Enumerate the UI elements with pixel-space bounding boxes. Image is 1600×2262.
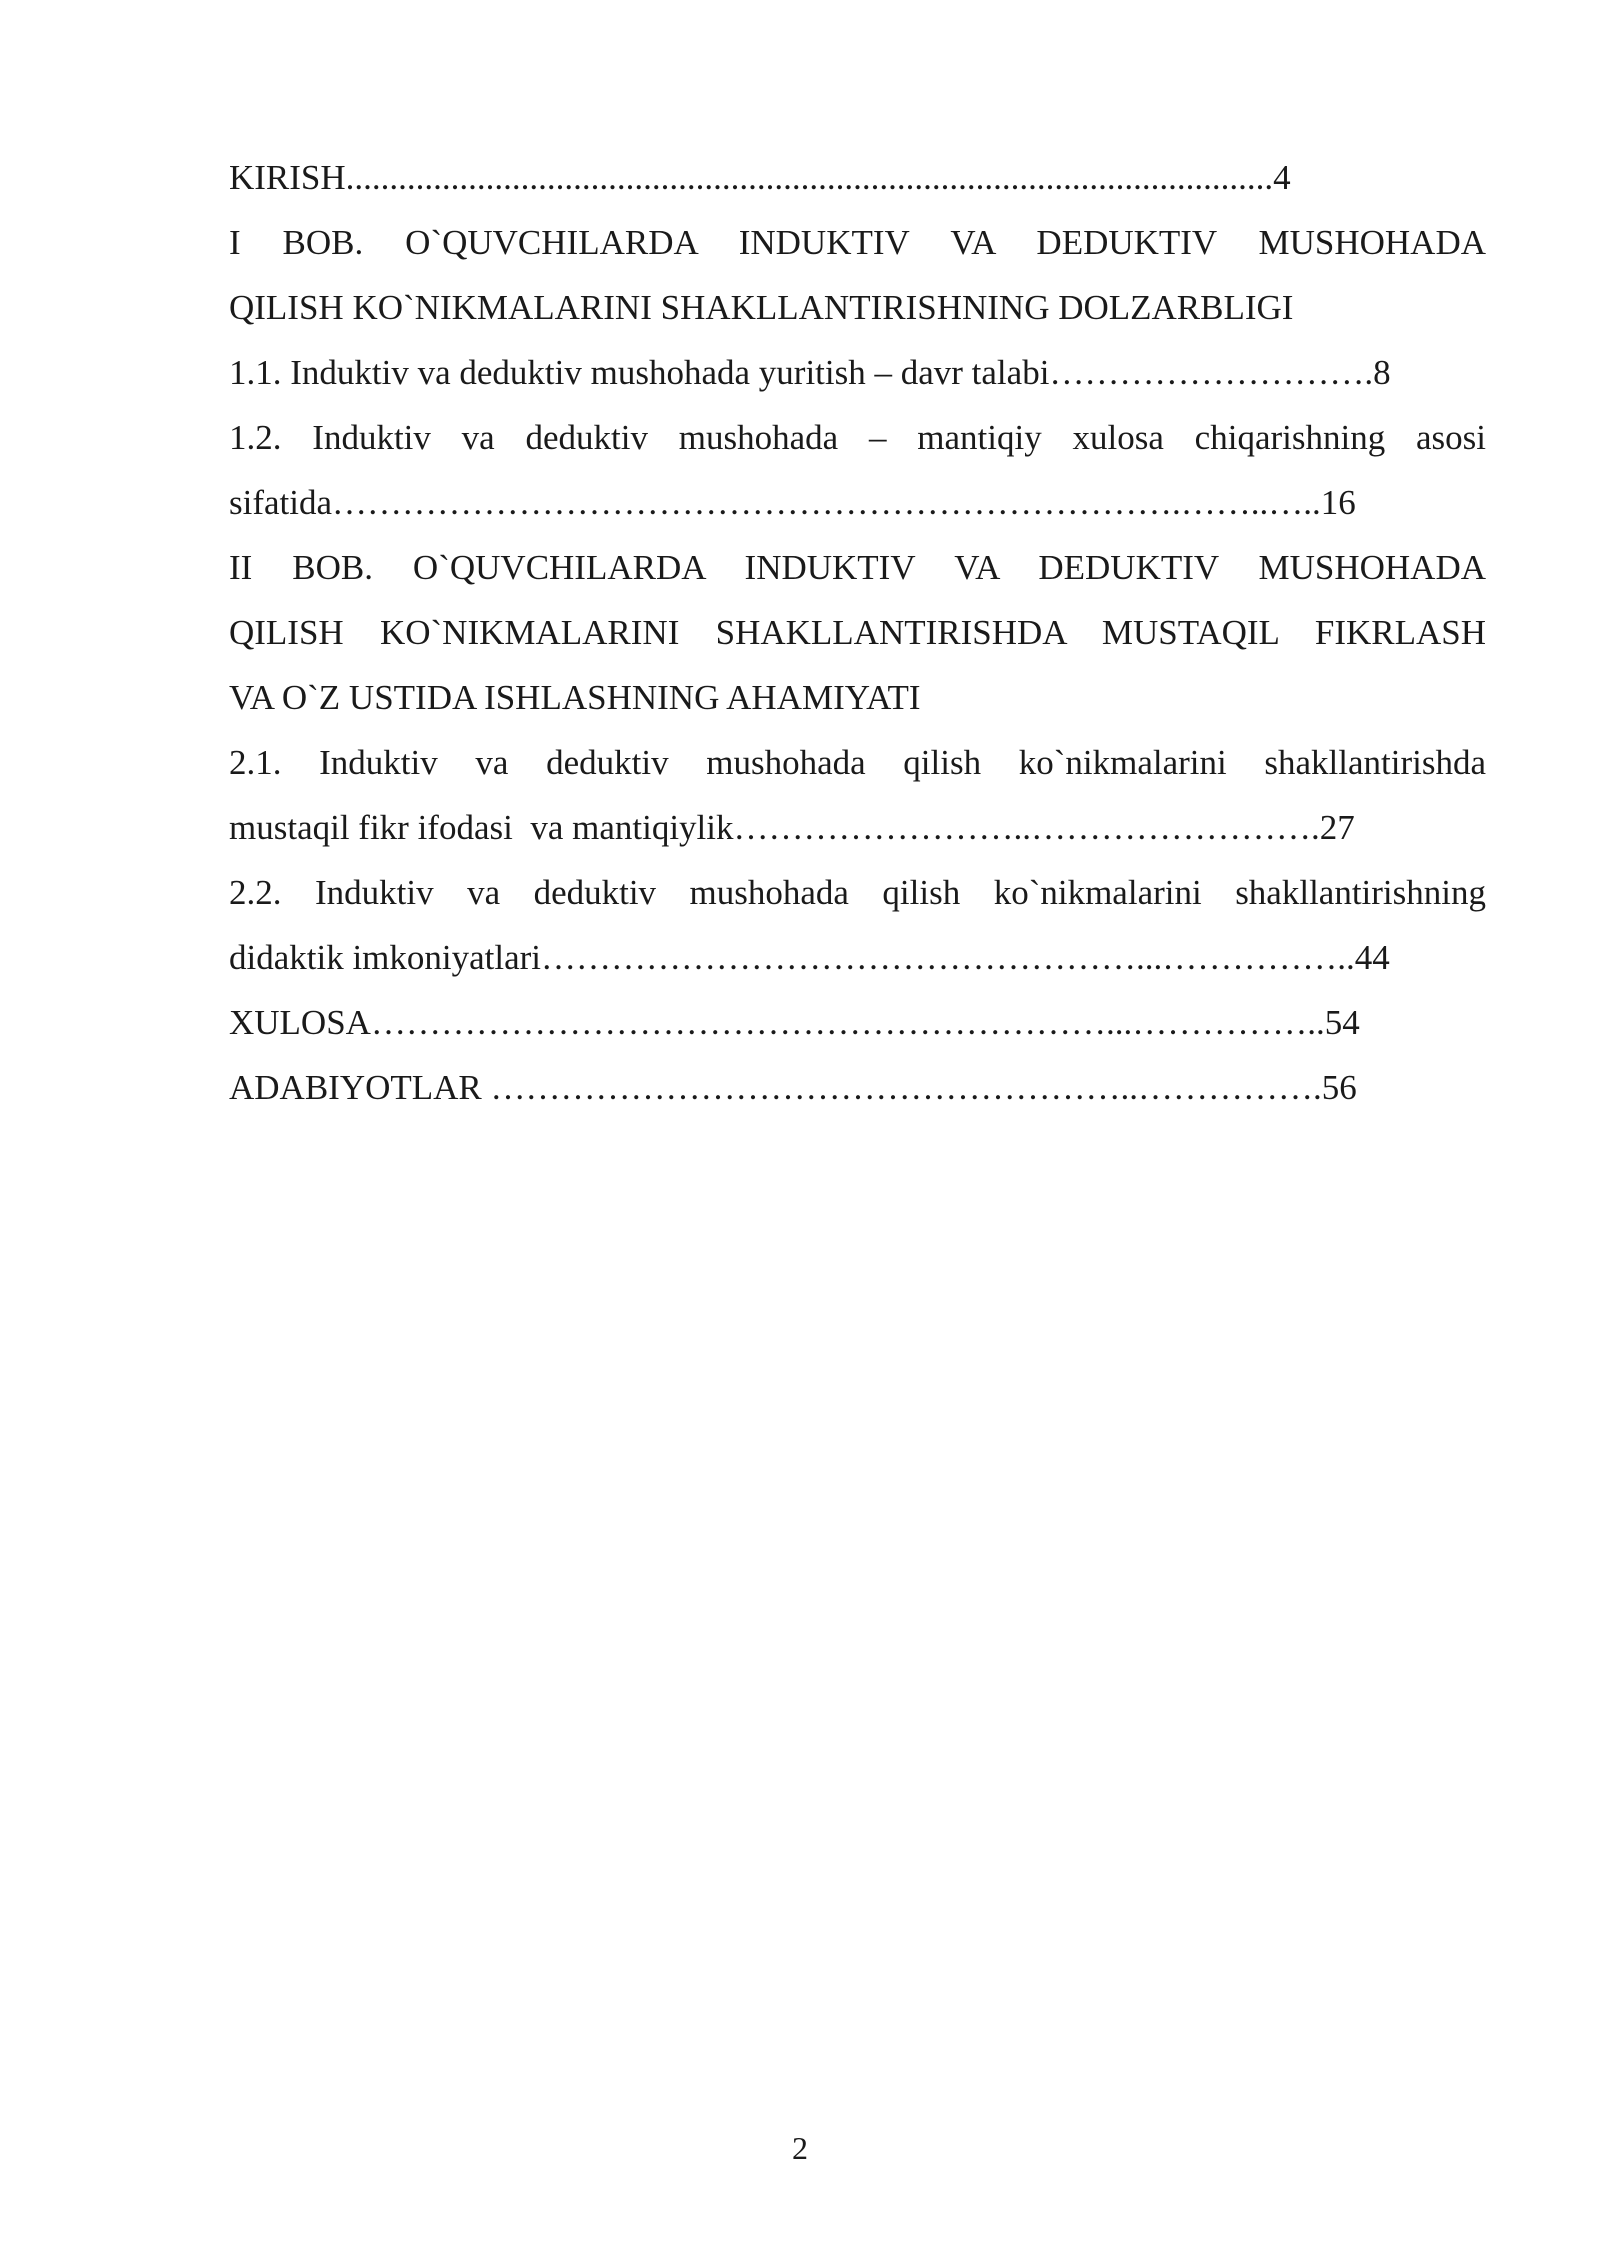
toc-chapter-2-title-line-1: II BOB. O`QUVCHILARDA INDUKTIV VA DEDUKTIV MUSHOHADA [229, 548, 1486, 587]
toc-entry-2-1-line-1: 2.1. Induktiv va deduktiv mushohada qilish ko`nikmalarini shakllantirishda [229, 743, 1486, 782]
toc-entry-xulosa: XULOSA………………………………………………………...……………..54 [229, 1003, 1360, 1042]
toc-entry-2-2-line-2: didaktik imkoniyatlari……………………………………………...……………..44 [229, 938, 1390, 977]
page-number: 2 [792, 2130, 808, 2166]
toc-entry-2-2-line-1: 2.2. Induktiv va deduktiv mushohada qilish ko`nikmalarini shakllantirishning [229, 873, 1486, 912]
toc-chapter-2-title-line-3: VA O`Z USTIDA ISHLASHNING AHAMIYATI [229, 678, 921, 717]
toc-entry-1-1: 1.1. Induktiv va deduktiv mushohada yuritish – davr talabi……………………….8 [229, 353, 1391, 392]
toc-entry-1-2-line-1: 1.2. Induktiv va deduktiv mushohada – mantiqiy xulosa chiqarishning asosi [229, 418, 1486, 457]
toc-entry-kirish: KIRISH..........................................................................................................4 [229, 158, 1291, 197]
toc-chapter-1-title-line-1: I BOB. O`QUVCHILARDA INDUKTIV VA DEDUKTIV MUSHOHADA [229, 223, 1486, 262]
toc-entry-2-1-line-2: mustaqil fikr ifodasi va mantiqiylik……………………..…………………….27 [229, 808, 1355, 847]
toc-chapter-2-title-line-2: QILISH KO`NIKMALARINI SHAKLLANTIRISHDA MUSTAQIL FIKRLASH [229, 613, 1486, 652]
toc-entry-1-2-line-2: sifatida……………………………………………………………….……..…..16 [229, 483, 1356, 522]
toc-entry-adabiyotlar: ADABIYOTLAR ………………………………………………..…………….56 [229, 1068, 1357, 1107]
toc-chapter-1-title-line-2: QILISH KO`NIKMALARINI SHAKLLANTIRISHNING DOLZARBLIGI [229, 288, 1294, 327]
table-of-contents [229, 145, 1486, 1120]
